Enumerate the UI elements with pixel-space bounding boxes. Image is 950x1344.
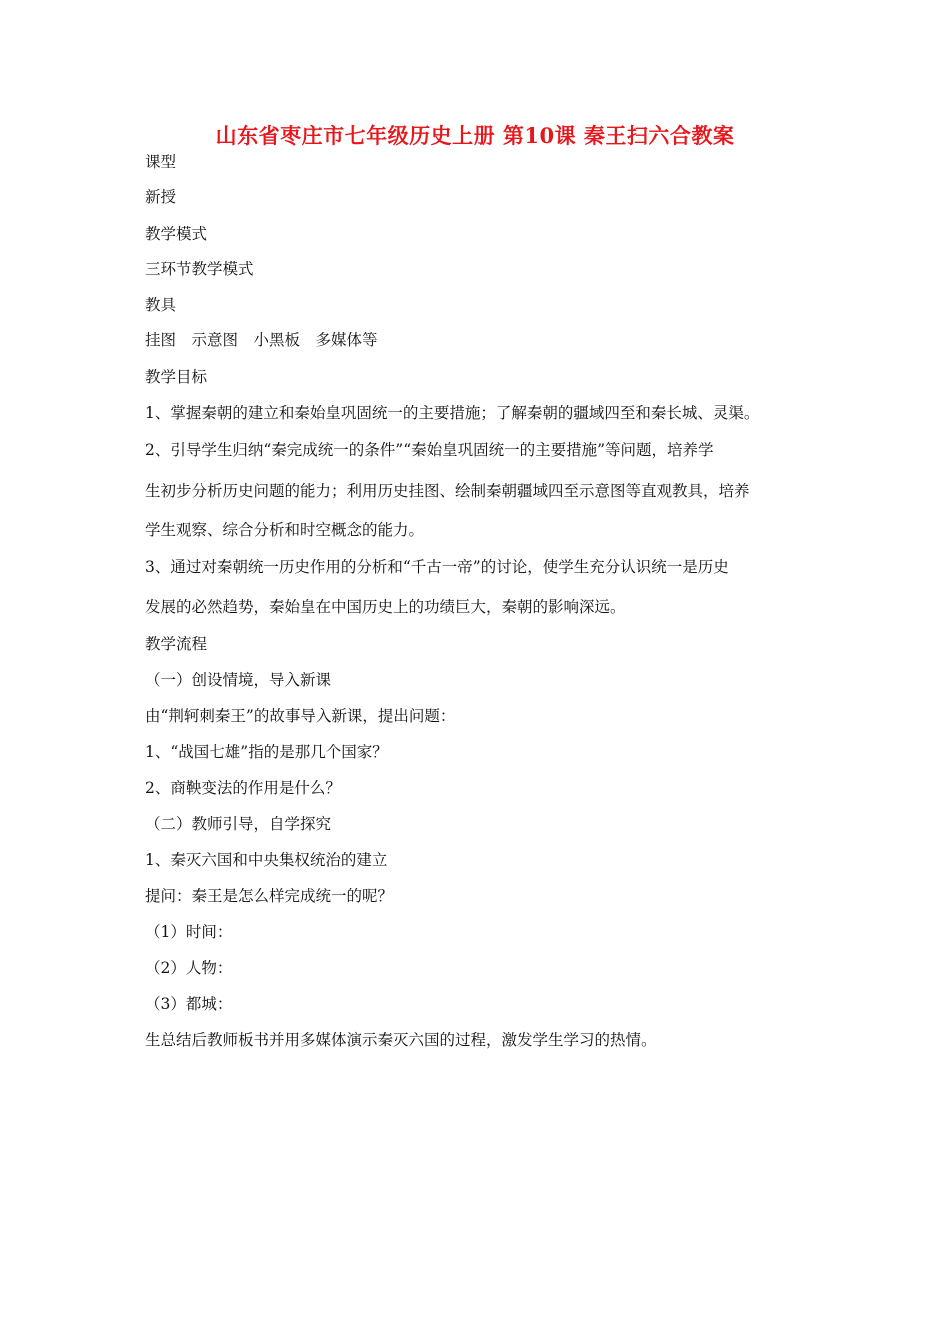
text-line: 教具: [145, 296, 177, 314]
text-line: 由“荆轲刺秦王”的故事导入新课，提出问题：: [145, 707, 456, 725]
document-title: 山东省枣庄市七年级历史上册 第10课 秦王扫六合教案: [215, 123, 735, 148]
text-line: 3、通过对秦朝统一历史作用的分析和“千古一帝”的讨论，使学生充分认识统一是历史: [145, 558, 729, 576]
text-line: 生总结后教师板书并用多媒体演示秦灭六国的过程，激发学生学习的热情。: [145, 1031, 657, 1049]
text-line: （2）人物：: [145, 959, 233, 977]
text-line: （二）教师引导，自学探究: [145, 815, 332, 833]
text-line: 教学流程: [145, 635, 208, 653]
text-line: 2、引导学生归纳“秦完成统一的条件”“秦始皇巩固统一的主要措施”等问题，培养学: [145, 441, 714, 459]
text-line: 发展的必然趋势，秦始皇在中国历史上的功绩巨大，秦朝的影响深远。: [145, 598, 626, 616]
text-line: （1）时间：: [145, 923, 233, 941]
text-line: （3）都城：: [145, 995, 233, 1013]
text-line: 教学目标: [145, 368, 208, 386]
text-line: 提问：秦王是怎么样完成统一的呢？: [145, 887, 394, 905]
text-line: 课型: [145, 153, 177, 171]
text-line: 挂图 示意图 小黑板 多媒体等: [145, 331, 378, 349]
text-line: 1、掌握秦朝的建立和秦始皇巩固统一的主要措施；了解秦朝的疆域四至和秦长城、灵渠。: [145, 404, 760, 422]
text-line: 2、商鞅变法的作用是什么？: [145, 779, 341, 797]
text-line: 教学模式: [145, 225, 208, 243]
text-line: 生初步分析历史问题的能力；利用历史挂图、绘制秦朝疆域四至示意图等直观教具，培养: [145, 482, 750, 500]
text-line: （一）创设情境，导入新课: [145, 671, 332, 689]
text-line: 1、秦灭六国和中央集权统治的建立: [145, 851, 388, 869]
text-line: 新授: [145, 188, 177, 206]
text-line: 三环节教学模式: [145, 260, 254, 278]
text-line: 1、“战国七雄”指的是那几个国家？: [145, 743, 388, 761]
text-line: 学生观察、综合分析和时空概念的能力。: [145, 521, 425, 539]
